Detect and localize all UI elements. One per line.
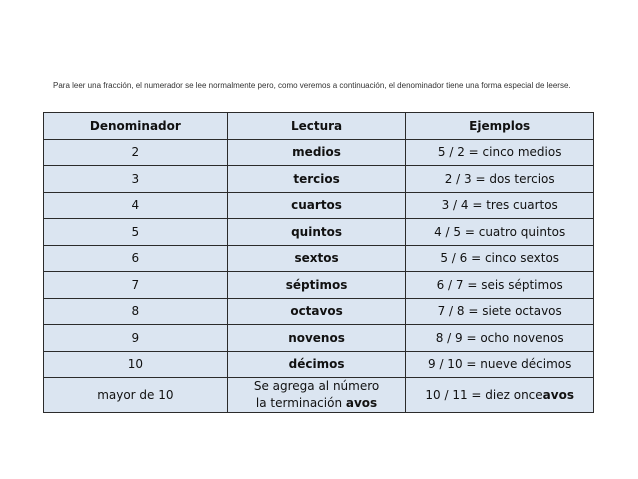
lectura-line1: Se agrega al número [253, 379, 380, 393]
ejemplo-cell: 5 / 2 = cinco medios [406, 139, 594, 166]
lectura-cell: novenos [227, 325, 406, 352]
denominador-cell: 4 [44, 192, 228, 219]
lectura-cell: séptimos [227, 272, 406, 299]
denominador-cell: mayor de 10 [44, 378, 228, 413]
fraction-reading-table [43, 112, 594, 413]
lectura-cell: quintos [227, 219, 406, 246]
table-row [44, 139, 594, 166]
table-row [44, 166, 594, 193]
ejemplo-bold: avos [542, 387, 574, 402]
denominador-cell: 8 [44, 298, 228, 325]
denominador-cell: 5 [44, 219, 228, 246]
denominador-cell: 10 [44, 351, 228, 378]
denominador-cell: 2 [44, 139, 228, 166]
table-row [44, 219, 594, 246]
lectura-cell: cuartos [227, 192, 406, 219]
ejemplo-prefix: 10 / 11 = diez once [425, 387, 543, 402]
table-row [44, 272, 594, 299]
table-row [44, 192, 594, 219]
header-lectura: Lectura [227, 113, 406, 140]
lectura-cell [227, 378, 406, 413]
table-row [44, 351, 594, 378]
denominador-cell: 9 [44, 325, 228, 352]
lectura-cell: sextos [227, 245, 406, 272]
lectura-cell: décimos [227, 351, 406, 378]
lectura-cell: tercios [227, 166, 406, 193]
lectura-line2-bold: avos [345, 396, 378, 410]
table-row [44, 245, 594, 272]
table-header-row [44, 113, 594, 140]
header-denominador: Denominador [44, 113, 228, 140]
ejemplo-cell [406, 378, 594, 413]
table-row [44, 325, 594, 352]
ejemplo-cell: 2 / 3 = dos tercios [406, 166, 594, 193]
ejemplo-cell: 5 / 6 = cinco sextos [406, 245, 594, 272]
ejemplo-cell: 9 / 10 = nueve décimos [406, 351, 594, 378]
intro-text: Para leer una fracción, el numerador se lee normalmente pero, como veremos a continuación, el denominador tiene una forma especial de leerse. [53, 81, 571, 90]
lectura-cell: octavos [227, 298, 406, 325]
lectura-line2-prefix: la terminación [255, 396, 346, 410]
lectura-cell: medios [227, 139, 406, 166]
header-ejemplos: Ejemplos [406, 113, 594, 140]
table-row [44, 298, 594, 325]
ejemplo-cell: 4 / 5 = cuatro quintos [406, 219, 594, 246]
ejemplo-cell: 3 / 4 = tres cuartos [406, 192, 594, 219]
denominador-cell: 7 [44, 272, 228, 299]
denominador-cell: 6 [44, 245, 228, 272]
ejemplo-cell: 7 / 8 = siete octavos [406, 298, 594, 325]
ejemplo-cell: 6 / 7 = seis séptimos [406, 272, 594, 299]
table-row-last [44, 378, 594, 413]
denominador-cell: 3 [44, 166, 228, 193]
ejemplo-cell: 8 / 9 = ocho novenos [406, 325, 594, 352]
